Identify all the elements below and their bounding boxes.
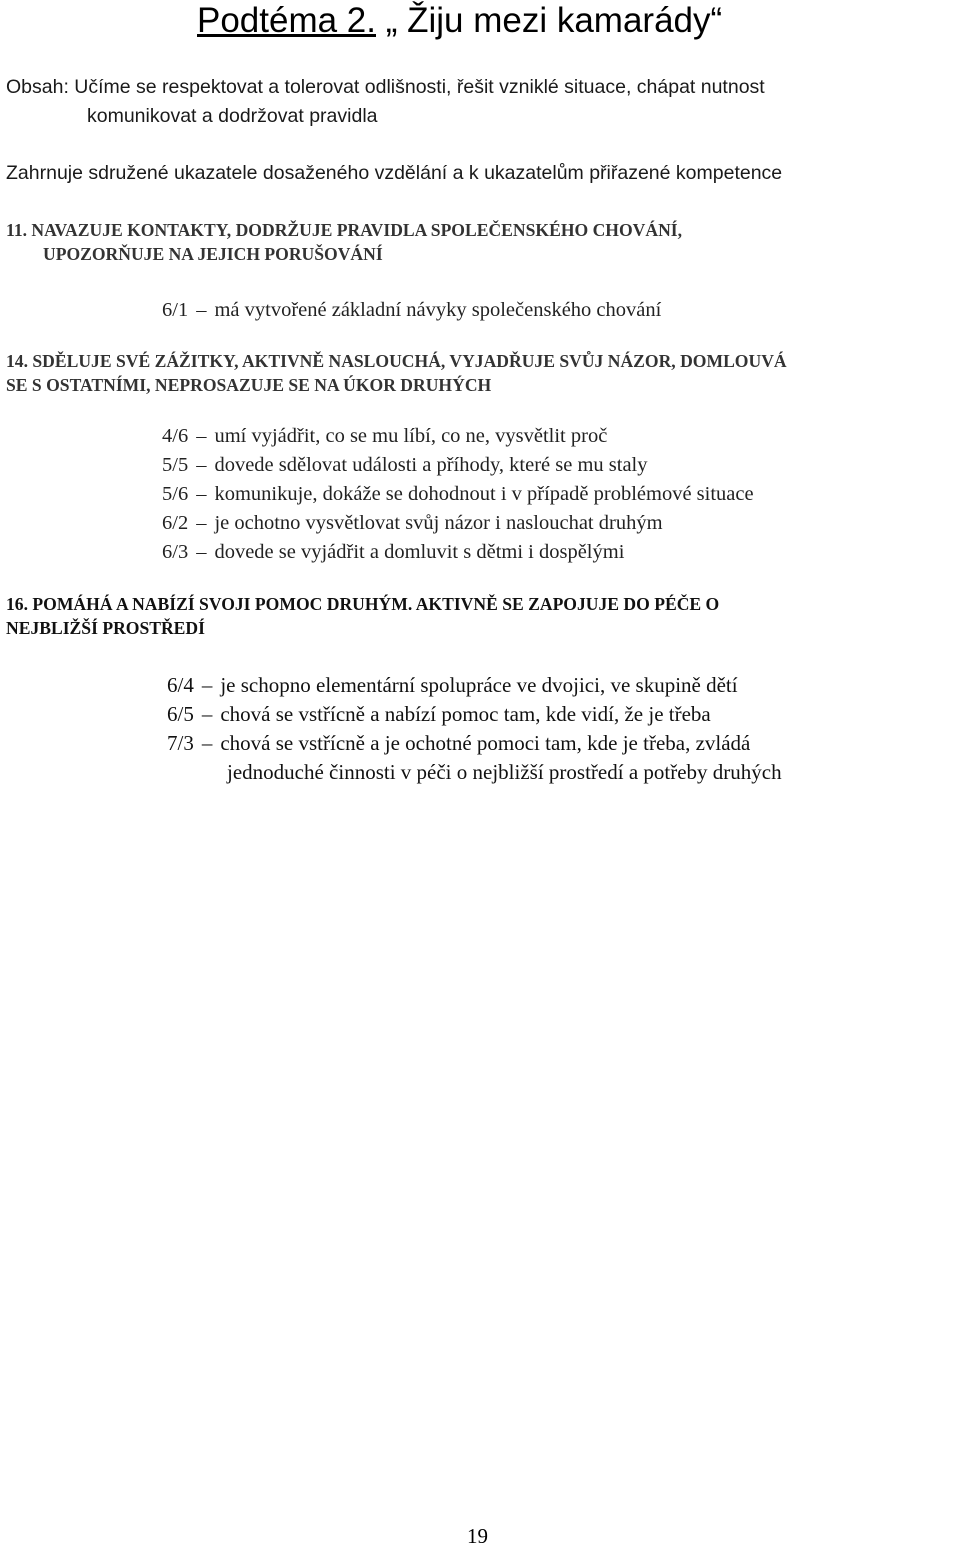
- section-16-heading-line-1: 16. POMÁHÁ A NABÍZÍ SVOJI POMOC DRUHÝM. AKTIVNĚ SE ZAPOJUJE DO PÉČE O: [6, 594, 720, 614]
- section-11-heading-line-1: 11. NAVAZUJE KONTAKTY, DODRŽUJE PRAVIDLA SPOLEČENSKÉHO CHOVÁNÍ,: [6, 220, 683, 240]
- title-prefix: Podtéma 2.: [197, 1, 376, 40]
- list-item: [162, 451, 648, 480]
- list-item: [162, 538, 624, 567]
- list-item-continuation: jednoduché činnosti v péči o nejbližší prostředí a potřeby druhých: [227, 760, 782, 784]
- item-dash: –: [196, 483, 207, 505]
- item-text: chová se vstřícně a je ochotné pomoci tam, kde je třeba, zvládá: [220, 731, 751, 755]
- page-title: [197, 0, 722, 42]
- item-text: je ochotno vysvětlovat svůj názor i naslouchat druhým: [214, 512, 663, 534]
- obsah-line-2: komunikovat a dodržovat pravidla: [87, 105, 378, 127]
- list-item: [167, 700, 711, 729]
- page-number: 19: [467, 1524, 488, 1548]
- item-code: 6/3: [162, 541, 189, 563]
- obsah-line-1: Obsah: Učíme se respektovat a tolerovat odlišnosti, řešit vzniklé situace, chápat nutnost: [6, 76, 765, 98]
- item-text: komunikuje, dokáže se dohodnout i v případě problémové situace: [214, 483, 754, 505]
- item-dash: –: [201, 673, 213, 697]
- item-code: 4/6: [162, 425, 189, 447]
- zahrnuje-line: Zahrnuje sdružené ukazatele dosaženého vzdělání a k ukazatelům přiřazené kompetence: [6, 162, 783, 184]
- item-dash: –: [196, 299, 207, 321]
- list-item: [167, 671, 738, 700]
- item-text: dovede se vyjádřit a domluvit s dětmi i dospělými: [214, 541, 625, 563]
- list-item: [162, 422, 607, 451]
- list-item: [167, 729, 750, 758]
- item-code: 5/5: [162, 454, 189, 476]
- item-code: 6/1: [162, 299, 189, 321]
- item-code: 6/5: [167, 702, 194, 726]
- list-item: [162, 509, 663, 538]
- item-code: 7/3: [167, 731, 194, 755]
- item-dash: –: [196, 425, 207, 447]
- item-dash: –: [196, 541, 207, 563]
- item-text: umí vyjádřit, co se mu líbí, co ne, vysvětlit proč: [214, 425, 608, 447]
- item-code: 6/2: [162, 512, 189, 534]
- item-text: dovede sdělovat události a příhody, které se mu staly: [214, 454, 648, 476]
- item-code: 6/4: [167, 673, 194, 697]
- item-text: má vytvořené základní návyky společenského chování: [214, 299, 662, 321]
- item-text: chová se vstřícně a nabízí pomoc tam, kde vidí, že je třeba: [220, 702, 711, 726]
- item-dash: –: [196, 454, 207, 476]
- list-item: [162, 296, 661, 325]
- item-dash: –: [196, 512, 207, 534]
- item-text: je schopno elementární spolupráce ve dvojici, ve skupině dětí: [220, 673, 738, 697]
- title-suffix: „ Žiju mezi kamarády“: [376, 1, 723, 40]
- item-dash: –: [201, 731, 213, 755]
- item-dash: –: [201, 702, 213, 726]
- section-14-heading-line-2: SE S OSTATNÍMI, NEPROSAZUJE SE NA ÚKOR DRUHÝCH: [6, 375, 492, 395]
- section-14-heading-line-1: 14. SDĚLUJE SVÉ ZÁŽITKY, AKTIVNĚ NASLOUCHÁ, VYJADŘUJE SVŮJ NÁZOR, DOMLOUVÁ: [6, 351, 787, 371]
- section-16-heading-line-2: NEJBLIŽŠÍ PROSTŘEDÍ: [6, 618, 205, 638]
- list-item: [162, 480, 754, 509]
- section-11-heading-line-2: UPOZORŇUJE NA JEJICH PORUŠOVÁNÍ: [43, 244, 383, 264]
- item-code: 5/6: [162, 483, 189, 505]
